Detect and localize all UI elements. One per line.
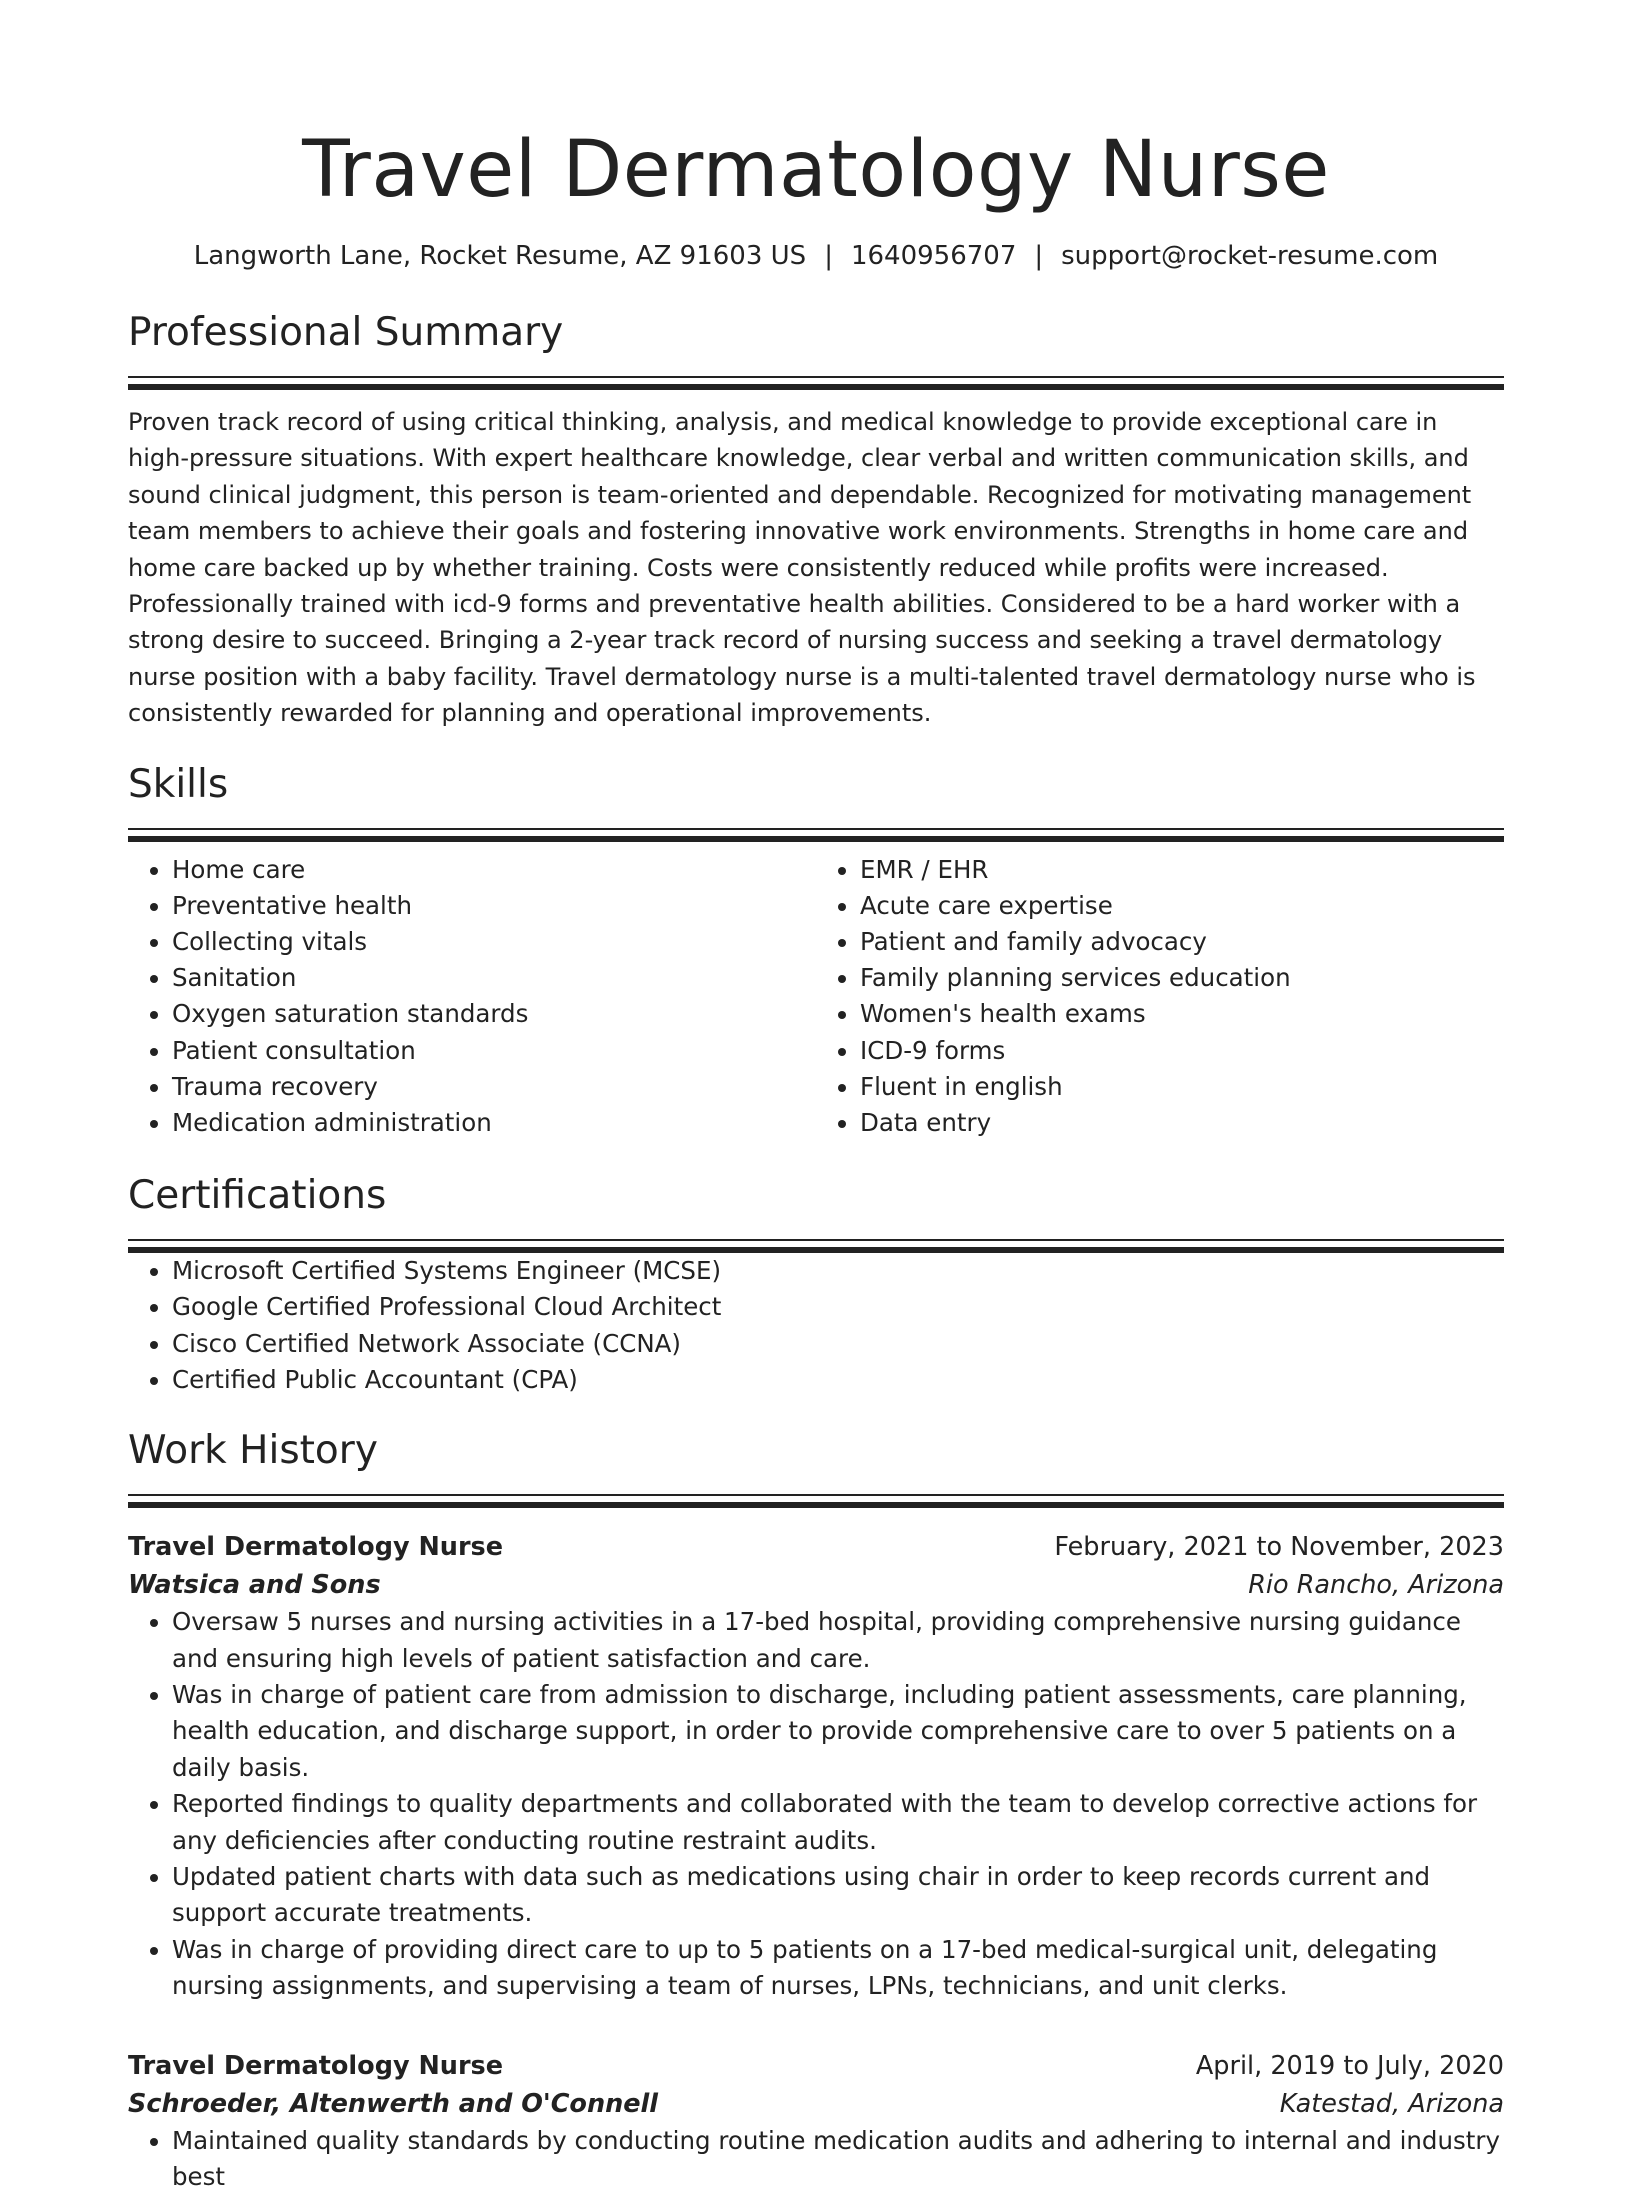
contact-email: support@rocket-resume.com [1061, 241, 1439, 271]
section-divider [128, 828, 1504, 842]
job-entry [128, 1528, 1504, 2004]
list-item: • ICD-9 forms [860, 1033, 1504, 1069]
certifications-list [128, 1253, 1504, 1398]
list-item: • Was in charge of providing direct care to up to 5 patients on a 17-bed medical-surgical unit, delegating nursing assignments, and supervising a team of nurses, LPNs, technicians, and unit clerks. [172, 1932, 1504, 2005]
list-item: • Was in charge of patient care from admission to discharge, including patient assessments, care planning, health education, and discharge support, in order to provide comprehensive care to over 5 patients on a daily basis. [172, 1677, 1504, 1786]
summary-section [128, 308, 1504, 732]
list-item: • Maintained quality standards by conducting routine medication audits and adhering to internal and industry best [172, 2123, 1504, 2195]
list-item: • Sanitation [172, 960, 816, 996]
job-location: Katestad, Arizona [1279, 2088, 1504, 2119]
section-divider [128, 1239, 1504, 1253]
list-item: • Data entry [860, 1105, 1504, 1141]
list-item: • Updated patient charts with data such as medications using chair in order to keep records current and support accurate treatments. [172, 1859, 1504, 1932]
contact-separator: | [1034, 241, 1044, 271]
job-bullets [128, 2123, 1504, 2195]
job-company: Watsica and Sons [128, 1570, 381, 1601]
list-item: • Medication administration [172, 1105, 816, 1141]
list-item: • Patient and family advocacy [860, 924, 1504, 960]
job-title: Travel Dermatology Nurse [128, 2050, 503, 2081]
summary-text: Proven track record of using critical thinking, analysis, and medical knowledge to provide exceptional care in high-pressure situations. With expert healthcare knowledge, clear verbal and written communication skills, and sound clinical judgment, this person is team-oriented and dependable. Recognized for motivating management team members to achieve their goals and fostering innovative work environments. Strengths in home care and home care backed up by whether training. Costs were consistently reduced while profits were increased. Professionally trained with icd-9 forms and preventative health abilities. Considered to be a hard worker with a strong desire to succeed. Bringing a 2-year track record of nursing success and seeking a travel dermatology nurse position with a baby facility. Travel dermatology nurse is a multi-talented travel dermatology nurse who is consistently rewarded for planning and operational improvements. [128, 408, 1476, 728]
job-company-row [128, 1566, 1504, 1604]
job-header-row [128, 1528, 1504, 1566]
list-item: • Google Certified Professional Cloud Architect [172, 1289, 1504, 1325]
list-item: • Oxygen saturation standards [172, 996, 816, 1032]
job-header-row [128, 2047, 1504, 2085]
certifications-section [128, 1171, 1504, 1398]
list-item: • Trauma recovery [172, 1069, 816, 1105]
section-divider [128, 376, 1504, 390]
job-title: Travel Dermatology Nurse [128, 1532, 503, 1563]
section-title-summary: Professional Summary [128, 310, 564, 355]
work-history-section [128, 1426, 1504, 2195]
skills-section [128, 760, 1504, 1142]
contact-line [128, 238, 1504, 274]
contact-separator: | [824, 241, 833, 271]
list-item: • Patient consultation [172, 1033, 816, 1069]
list-item: • Microsoft Certified Systems Engineer (MCSE) [172, 1253, 1504, 1289]
skills-list-right [816, 852, 1504, 1142]
list-item: • Certified Public Accountant (CPA) [172, 1362, 1504, 1398]
skills-list-left [128, 852, 816, 1142]
list-item: • Collecting vitals [172, 924, 816, 960]
job-dates: February, 2021 to November, 2023 [1054, 1532, 1504, 1563]
job-company: Schroeder, Altenwerth and O'Connell [128, 2088, 659, 2119]
contact-address: Langworth Lane, Rocket Resume, AZ 91603 US [193, 241, 807, 271]
resume-page [128, 0, 1504, 2195]
job-dates: April, 2019 to July, 2020 [1195, 2050, 1504, 2081]
list-item: • Family planning services education [860, 960, 1504, 996]
list-item: • Acute care expertise [860, 888, 1504, 924]
section-title-certifications: Certifications [128, 1173, 387, 1219]
list-item: • Preventative health [172, 888, 816, 924]
job-location: Rio Rancho, Arizona [1248, 1570, 1504, 1601]
contact-phone: 1640956707 [850, 241, 1017, 271]
list-item: • Oversaw 5 nurses and nursing activities in a 17-bed hospital, providing comprehensive nursing guidance and ensuring high levels of patient satisfaction and care. [172, 1604, 1504, 1677]
section-divider [128, 1494, 1504, 1508]
list-item: • Fluent in english [860, 1069, 1504, 1105]
section-title-skills: Skills [128, 761, 229, 807]
list-item: • Women's health exams [860, 996, 1504, 1032]
candidate-name: Travel Dermatology Nurse [302, 125, 1330, 215]
list-item: • Cisco Certified Network Associate (CCNA) [172, 1326, 1504, 1362]
list-item: • Home care [172, 852, 816, 888]
skills-columns [128, 852, 1504, 1142]
job-company-row [128, 2085, 1504, 2123]
list-item: • EMR / EHR [860, 852, 1504, 888]
section-title-work-history: Work History [128, 1428, 378, 1474]
job-entry [128, 2047, 1504, 2195]
list-item: • Reported findings to quality departments and collaborated with the team to develop corrective actions for any deficiencies after conducting routine restraint audits. [172, 1786, 1504, 1859]
job-bullets [128, 1604, 1504, 2004]
